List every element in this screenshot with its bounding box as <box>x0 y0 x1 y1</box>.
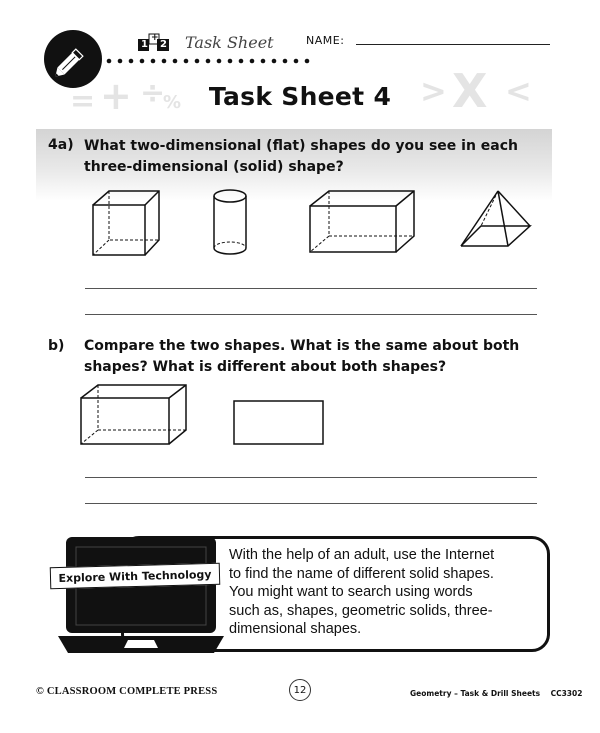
question-b-number: b) <box>48 338 65 354</box>
question-a-number: 4a) <box>48 137 74 153</box>
answer-line[interactable] <box>85 477 537 478</box>
greater-than-decoration: > <box>420 72 447 110</box>
answer-line[interactable] <box>85 503 537 504</box>
equals-decoration: = <box>70 84 96 119</box>
answer-line[interactable] <box>85 288 537 289</box>
question-b-line-2: shapes? What is different about both shapes? <box>84 359 447 375</box>
laptop-icon <box>54 535 226 657</box>
publisher-logo: © CLASSROOM COMPLETE PRESS <box>36 686 218 697</box>
cylinder-shape <box>210 188 250 258</box>
page-title: Task Sheet 4 <box>208 82 392 111</box>
less-than-decoration: < <box>505 72 532 110</box>
divide-decoration: ÷ <box>140 76 166 111</box>
rectangular-prism-shape <box>307 188 417 254</box>
square-pyramid-shape <box>458 188 534 250</box>
answer-line[interactable] <box>85 314 537 315</box>
pencil-icon <box>44 30 102 88</box>
times-decoration: X <box>452 64 488 118</box>
series-logo: 1 + 2 <box>137 33 171 53</box>
tech-label: Explore With Technology <box>50 563 221 589</box>
tech-instructions: With the help of an adult, use the Internet to find the name of different solid shapes. You might want to search using words such as, shapes, geometric solids, three- dimensional shapes. <box>229 547 495 637</box>
rectangular-prism-compare-shape <box>78 382 190 446</box>
percent-decoration: % <box>163 92 182 113</box>
question-a-line-2: three-dimensional (solid) shape? <box>84 159 344 175</box>
footer-book-info <box>410 689 582 698</box>
cube-shape <box>90 188 162 258</box>
dotted-divider <box>106 58 312 64</box>
plus-decoration: + <box>100 74 132 118</box>
series-label: Task Sheet <box>185 33 274 52</box>
series-logo-text: 1 <box>141 39 148 50</box>
book-title: Geometry – Task & Drill Sheets <box>410 689 541 698</box>
name-label: NAME: <box>306 34 345 47</box>
name-field[interactable] <box>356 44 550 45</box>
rectangle-shape <box>232 399 326 447</box>
page-number: 12 <box>289 679 311 701</box>
question-a-line-1: What two-dimensional (flat) shapes do you see in each <box>84 138 518 154</box>
book-code: CC3302 <box>550 689 583 698</box>
question-b-line-1: Compare the two shapes. What is the same about both <box>84 338 520 354</box>
